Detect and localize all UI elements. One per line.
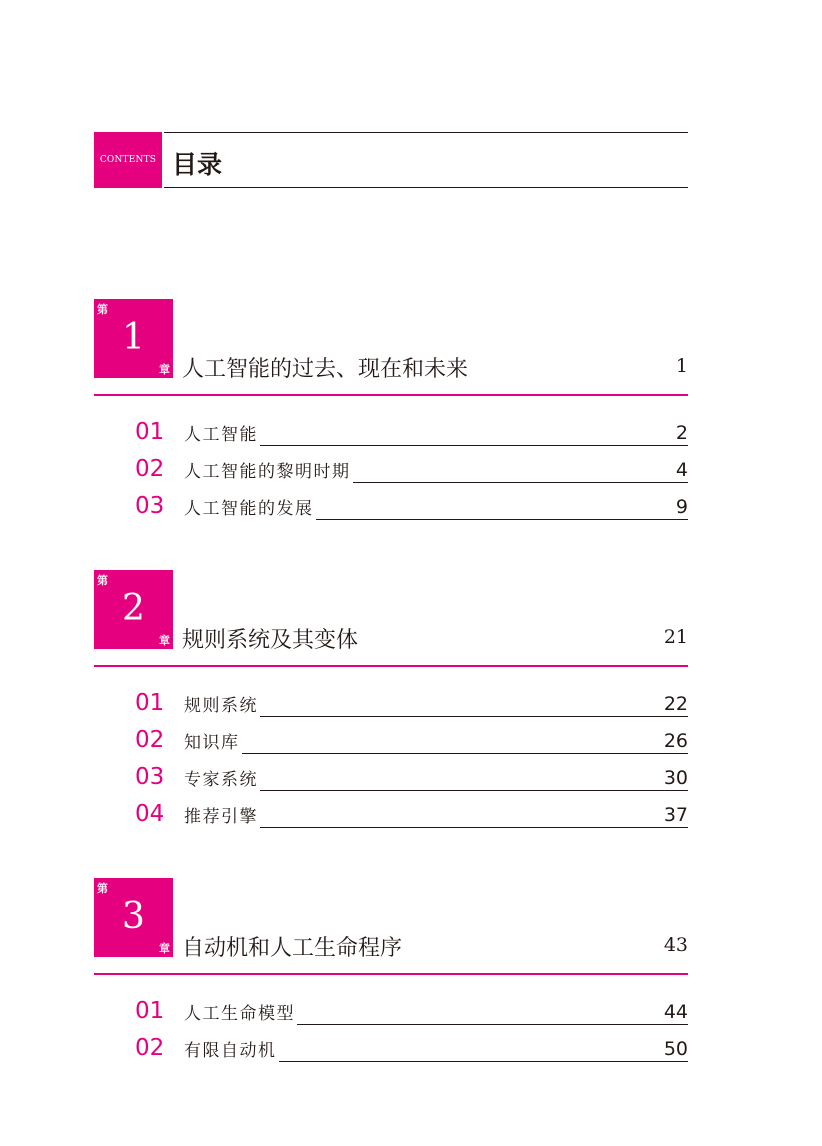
chapter-prefix: 第 (97, 303, 108, 316)
section-page: 22 (663, 693, 688, 715)
section-page: 9 (675, 496, 688, 518)
section-number: 03 (135, 764, 165, 790)
chapter-suffix: 章 (159, 634, 170, 647)
chapter-divider (94, 394, 688, 396)
entry-leader (184, 729, 688, 754)
section-number: 03 (135, 493, 165, 519)
entry-leader (184, 495, 688, 520)
toc-entry[interactable] (94, 1032, 688, 1069)
chapter-title[interactable]: 规则系统及其变体 (182, 628, 359, 653)
contents-badge: CONTENTS (94, 132, 162, 188)
section-page: 26 (663, 730, 688, 752)
section-number: 01 (135, 998, 165, 1024)
chapter-page: 21 (663, 626, 688, 648)
section-number: 02 (135, 727, 165, 753)
section-page: 30 (663, 767, 688, 789)
entry-leader (184, 803, 688, 828)
section-list (94, 416, 688, 527)
chapter-page: 43 (663, 934, 688, 956)
section-page: 37 (663, 804, 688, 826)
toc-entry[interactable] (94, 798, 688, 835)
section-title: 规则系统 (184, 691, 260, 717)
toc-entry[interactable] (94, 761, 688, 798)
contents-header (94, 132, 688, 188)
entry-leader (184, 458, 688, 483)
chapter-badge (94, 299, 173, 378)
section-title: 知识库 (184, 728, 242, 754)
toc-entry[interactable] (94, 453, 688, 490)
chapter-number: 2 (122, 588, 145, 629)
toc-entry[interactable] (94, 416, 688, 453)
chapter-suffix: 章 (159, 942, 170, 955)
section-number: 02 (135, 1035, 165, 1061)
section-title: 人工智能 (184, 420, 260, 446)
entry-leader (184, 421, 688, 446)
section-number: 02 (135, 456, 165, 482)
chapter-divider (94, 665, 688, 667)
chapter-suffix: 章 (159, 363, 170, 376)
section-list (94, 995, 688, 1069)
section-number: 01 (135, 419, 165, 445)
chapter-divider (94, 973, 688, 975)
section-list (94, 687, 688, 835)
page-title: 目录 (172, 150, 223, 179)
section-page: 2 (675, 422, 688, 444)
chapter-badge (94, 878, 173, 957)
section-title: 人工智能的黎明时期 (184, 457, 353, 483)
section-title: 人工智能的发展 (184, 494, 316, 520)
entry-leader (184, 766, 688, 791)
section-title: 人工生命模型 (184, 999, 297, 1025)
section-page: 44 (663, 1001, 688, 1023)
chapter-prefix: 第 (97, 882, 108, 895)
section-title: 有限自动机 (184, 1036, 279, 1062)
chapter-title[interactable]: 自动机和人工生命程序 (182, 936, 403, 961)
chapter-badge (94, 570, 173, 649)
title-area (164, 132, 688, 188)
toc-entry[interactable] (94, 724, 688, 761)
toc-entry[interactable] (94, 687, 688, 724)
section-number: 01 (135, 690, 165, 716)
entry-leader (184, 692, 688, 717)
section-page: 4 (675, 459, 688, 481)
chapter-page: 1 (675, 355, 688, 377)
entry-leader (184, 1037, 688, 1062)
entry-leader (184, 1000, 688, 1025)
chapter-number: 1 (122, 317, 145, 358)
section-title: 专家系统 (184, 765, 260, 791)
section-title: 推荐引擎 (184, 802, 260, 828)
section-page: 50 (663, 1038, 688, 1060)
chapter-number: 3 (122, 896, 145, 937)
chapter-title[interactable]: 人工智能的过去、现在和未来 (182, 357, 469, 382)
chapter-prefix: 第 (97, 574, 108, 587)
toc-entry[interactable] (94, 490, 688, 527)
section-number: 04 (135, 801, 165, 827)
toc-entry[interactable] (94, 995, 688, 1032)
